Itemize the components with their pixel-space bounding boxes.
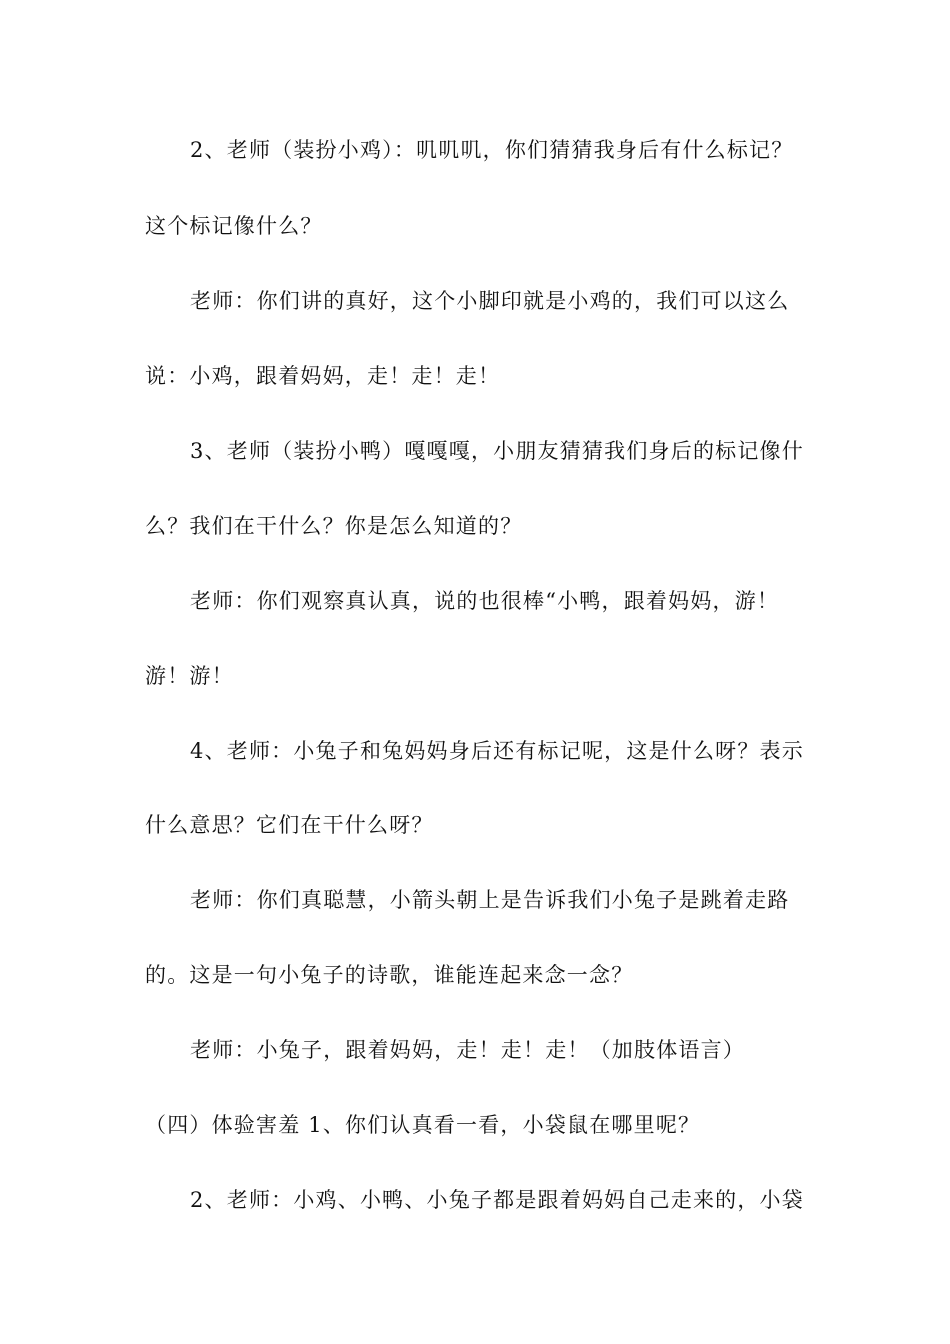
text-line: 4、老师：小兔子和兔妈妈身后还有标记呢，这是什么呀？表示 xyxy=(190,739,804,763)
text-line: 游！游！ xyxy=(145,664,234,688)
text-line: 什么意思？它们在干什么呀？ xyxy=(145,813,434,837)
text-line: 老师：你们讲的真好，这个小脚印就是小鸡的，我们可以这么 xyxy=(190,289,790,313)
text-line: 这个标记像什么？ xyxy=(145,214,323,238)
text-line: 2、老师：小鸡、小鸭、小兔子都是跟着妈妈自己走来的，小袋 xyxy=(190,1188,804,1212)
text-line: 3、老师（装扮小鸭）嘎嘎嘎，小朋友猜猜我们身后的标记像什 xyxy=(190,439,804,463)
text-line: 老师：你们真聪慧，小箭头朝上是告诉我们小兔子是跳着走路 xyxy=(190,888,790,912)
section-heading-line: （四）体验害羞 1、你们认真看一看，小袋鼠在哪里呢？ xyxy=(145,1113,701,1137)
text-line: 2、老师（装扮小鸡）：叽叽叽，你们猜猜我身后有什么标记？ xyxy=(190,138,794,162)
text-line: 老师：你们观察真认真，说的也很棒“小鸭，跟着妈妈，游！ xyxy=(190,589,780,613)
text-line: 说：小鸡，跟着妈妈，走！走！走！ xyxy=(145,364,501,388)
text-line: 老师：小兔子，跟着妈妈，走！走！走！（加肢体语言） xyxy=(190,1038,745,1062)
text-line: 的。这是一句小兔子的诗歌，谁能连起来念一念？ xyxy=(145,963,634,987)
text-line: 么？我们在干什么？你是怎么知道的？ xyxy=(145,514,523,538)
